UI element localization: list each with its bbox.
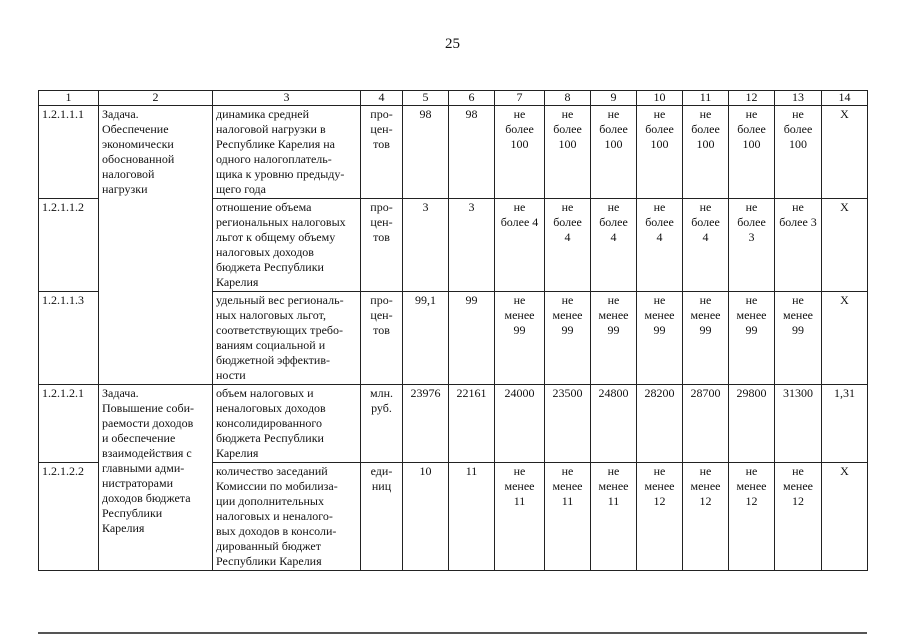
value-cell: 23500	[545, 385, 591, 463]
value-cell: 10	[403, 463, 449, 571]
value-cell: не более 100	[775, 106, 822, 199]
value-cell: 31300	[775, 385, 822, 463]
value-cell: 99,1	[403, 292, 449, 385]
value-cell: 28700	[683, 385, 729, 463]
value-cell: 3	[403, 199, 449, 292]
value-cell: не более 3	[729, 199, 775, 292]
value-cell: 23976	[403, 385, 449, 463]
indicator-cell: отношение объема региональных налоговых льгот к общему объему налоговых доходов бюджета Республики Карелия	[213, 199, 361, 292]
value-cell: не более 100	[729, 106, 775, 199]
indicator-cell: количество заседаний Комиссии по мобилиза- ции дополнительных налоговых и неналого- вых доходов в консоли- дированный бюджет Республики Карелия	[213, 463, 361, 571]
value-cell: не менее 11	[545, 463, 591, 571]
value-cell: не менее 12	[775, 463, 822, 571]
value-cell: не менее 99	[729, 292, 775, 385]
value-cell: не менее 99	[775, 292, 822, 385]
row-last-cell: Х	[822, 463, 868, 571]
header-cell: 13	[775, 91, 822, 106]
indicators-table	[38, 90, 868, 571]
value-cell: не менее 99	[637, 292, 683, 385]
value-cell: не более 4	[683, 199, 729, 292]
value-cell: не менее 99	[591, 292, 637, 385]
value-cell: не менее 12	[637, 463, 683, 571]
value-cell: 98	[403, 106, 449, 199]
value-cell: не более 3	[775, 199, 822, 292]
header-cell: 3	[213, 91, 361, 106]
value-cell: не более 100	[545, 106, 591, 199]
unit-cell: про- цен- тов	[361, 106, 403, 199]
value-cell: не более 100	[495, 106, 545, 199]
header-cell: 8	[545, 91, 591, 106]
value-cell: 29800	[729, 385, 775, 463]
table-row	[39, 106, 868, 199]
row-last-cell: Х	[822, 199, 868, 292]
header-cell: 2	[99, 91, 213, 106]
value-cell: не менее 99	[683, 292, 729, 385]
unit-cell: про- цен- тов	[361, 199, 403, 292]
header-row	[39, 91, 868, 106]
value-cell: не более 100	[683, 106, 729, 199]
header-cell: 12	[729, 91, 775, 106]
row-code: 1.2.1.2.1	[39, 385, 99, 463]
unit-cell: млн. руб.	[361, 385, 403, 463]
header-cell: 7	[495, 91, 545, 106]
value-cell: 24800	[591, 385, 637, 463]
value-cell: не менее 99	[495, 292, 545, 385]
value-cell: не менее 11	[591, 463, 637, 571]
row-code: 1.2.1.2.2	[39, 463, 99, 571]
row-code: 1.2.1.1.1	[39, 106, 99, 199]
value-cell: не более 4	[591, 199, 637, 292]
header-cell: 10	[637, 91, 683, 106]
value-cell: не более 4	[545, 199, 591, 292]
value-cell: не менее 12	[683, 463, 729, 571]
indicator-cell: удельный вес региональ- ных налоговых льгот, соответствующих требо- ваниям социальной и бюджетной эффектив- ности	[213, 292, 361, 385]
header-cell: 4	[361, 91, 403, 106]
row-code: 1.2.1.1.3	[39, 292, 99, 385]
header-cell: 5	[403, 91, 449, 106]
row-last-cell: Х	[822, 106, 868, 199]
value-cell: не более 4	[637, 199, 683, 292]
value-cell: 98	[449, 106, 495, 199]
indicator-cell: объем налоговых и неналоговых доходов консолидированного бюджета Республики Карелия	[213, 385, 361, 463]
value-cell: не менее 12	[729, 463, 775, 571]
value-cell: 24000	[495, 385, 545, 463]
row-code: 1.2.1.1.2	[39, 199, 99, 292]
header-cell: 14	[822, 91, 868, 106]
table-row	[39, 385, 868, 463]
task-cell: Задача. Обеспечение экономически обоснованной налоговой нагрузки	[99, 106, 213, 385]
value-cell: 3	[449, 199, 495, 292]
header-cell: 1	[39, 91, 99, 106]
bottom-rule	[38, 632, 867, 634]
value-cell: 99	[449, 292, 495, 385]
unit-cell: еди- ниц	[361, 463, 403, 571]
indicator-cell: динамика средней налоговой нагрузки в Республике Карелия на одного налогоплатель- щика к уровню предыду- щего года	[213, 106, 361, 199]
page-number: 25	[445, 36, 460, 52]
value-cell: 28200	[637, 385, 683, 463]
value-cell: не более 100	[637, 106, 683, 199]
header-cell: 6	[449, 91, 495, 106]
value-cell: не более 100	[591, 106, 637, 199]
header-cell: 11	[683, 91, 729, 106]
value-cell: не менее 99	[545, 292, 591, 385]
value-cell: не более 4	[495, 199, 545, 292]
value-cell: не менее 11	[495, 463, 545, 571]
value-cell: 11	[449, 463, 495, 571]
task-cell: Задача. Повышение соби- раемости доходов и обеспечение взаимодействия с главными адми- нистраторами доходов бюджета Республики Карелия	[99, 385, 213, 571]
value-cell: 22161	[449, 385, 495, 463]
row-last-cell: 1,31	[822, 385, 868, 463]
header-cell: 9	[591, 91, 637, 106]
unit-cell: про- цен- тов	[361, 292, 403, 385]
row-last-cell: Х	[822, 292, 868, 385]
